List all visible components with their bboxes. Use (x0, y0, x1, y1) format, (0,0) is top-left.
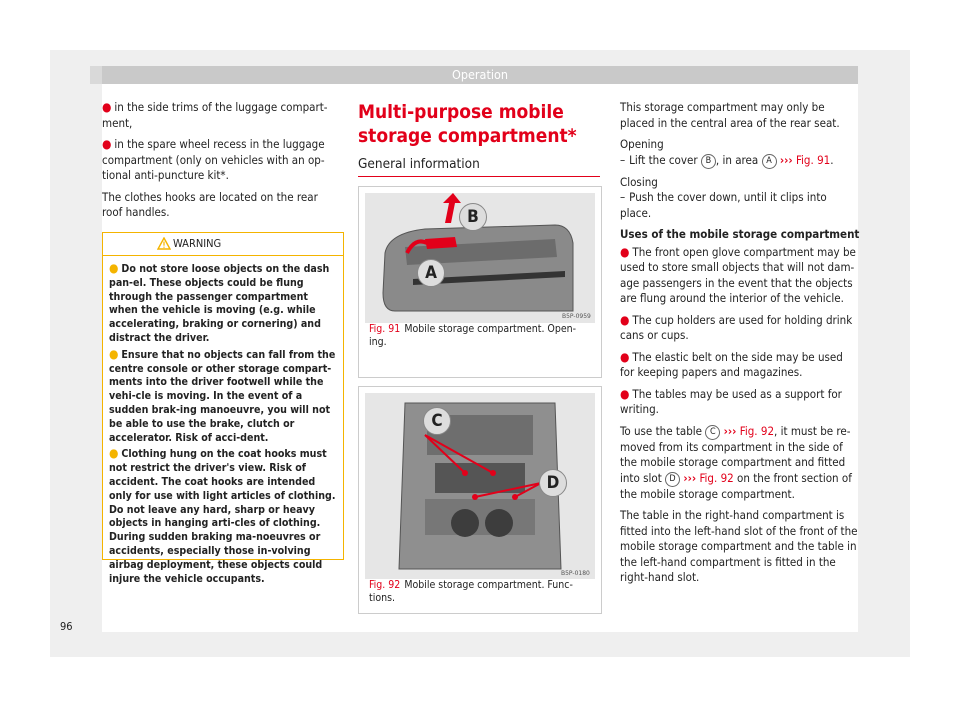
callout-a: A (762, 154, 777, 169)
callout-b: B (701, 154, 716, 169)
bullet-icon: ● (102, 137, 112, 151)
bullet-icon: ● (109, 261, 119, 275)
subsection-underline (358, 176, 600, 177)
left-column (102, 100, 332, 227)
bullet-icon: ● (109, 446, 119, 461)
warning-box (102, 232, 344, 585)
bullet-icon: ● (620, 349, 630, 364)
section-header: Operation (102, 66, 858, 84)
callout-c: C (705, 425, 720, 440)
callout-d: D (665, 472, 680, 487)
figure-91-image (365, 193, 595, 323)
figure-reference[interactable]: Fig. 92 (699, 470, 734, 485)
section-title: Multi-purpose mobile storage compartment* (358, 101, 577, 147)
list-item: ● The cup holders are used for holding drink cans or cups. (620, 312, 853, 342)
callout-a: A (417, 259, 445, 287)
figure-caption: Fig. 91 Mobile storage compartment. Open-ing. (369, 323, 577, 348)
figure-code: B5P-0959 (562, 313, 591, 320)
figure-reference[interactable]: Fig. 91 (795, 152, 831, 167)
figure-number: Fig. 92 (369, 579, 401, 591)
table-paragraph: To use the table C ››› Fig. 92, it must be re-moved from its compartment in the side of the mobile storage compartment and fitted into slot D ››› Fig. 92 on the front section of the mobile storage compartment. (620, 423, 852, 501)
list-item: ● The front open glove compartment may be used to store small objects that will not dam-age passengers in the event that the objects are flung around the interior of the vehicle. (620, 244, 856, 305)
figure-92 (358, 386, 602, 614)
warning-label: WARNING (173, 237, 222, 250)
opening-step: – Lift the cover B , in area A ››› Fig. 91. (620, 152, 834, 167)
reference-arrows: ››› (683, 470, 697, 485)
callout-c: C (423, 407, 451, 435)
bullet-icon: ● (620, 244, 630, 259)
uses-heading: Uses of the mobile storage compartment (620, 227, 860, 241)
list-item: ● The tables may be used as a support for writing. (620, 386, 842, 416)
callout-d: D (539, 469, 567, 497)
figure-caption: Fig. 92 Mobile storage compartment. Func-tions. (369, 579, 573, 604)
bullet-icon: ● (102, 100, 112, 114)
page-number: 96 (60, 620, 73, 633)
figure-code: B5P-0180 (561, 570, 590, 577)
closing-heading: Closing (620, 174, 658, 189)
hooks-paragraph: The clothes hooks are located on the rear roof handles. (102, 189, 318, 219)
reference-arrows: ››› (779, 152, 793, 167)
closing-step: – Push the cover down, until it clips into place. (620, 190, 827, 220)
list-item: ● in the spare wheel recess in the luggage compartment (only on vehicles with an op-tional anti-puncture kit*. (102, 137, 325, 182)
reference-arrows: ››› (723, 423, 737, 438)
figure-92-image (365, 393, 595, 579)
bullet-icon: ● (620, 312, 630, 327)
list-item: ● Ensure that no objects can fall from the centre console or other storage compart-ments into the driver footwell while the vehi-cle is moving. In the event of a sudden brak-ing manoeuvre, you will not be able to use the brake, clutch or accelerator. Risk of acci-dent. (109, 346, 336, 444)
list-item: ● Do not store loose objects on the dash pan-el. These objects could be flung through the passenger compartment when the vehicle is moving (e.g. while accelerating, braking or cornering) and distract the driver. (109, 261, 330, 344)
figure-number: Fig. 91 (369, 323, 401, 335)
right-column (620, 100, 860, 592)
table-slot-paragraph: The table in the right-hand compartment is fitted into the left-hand slot of the front of the mobile storage compartment and the table in the left-hand compartment is fitted in the right-hand slot. (620, 508, 858, 584)
opening-heading: Opening (620, 137, 664, 151)
warning-body (103, 256, 343, 586)
bullet-icon: ● (620, 386, 630, 401)
header-stub (90, 66, 102, 84)
bullet-icon: ● (109, 346, 119, 361)
list-item: ● in the side trims of the luggage compart- ment, (102, 100, 328, 130)
subsection-title: General information (358, 156, 480, 172)
list-item: ● The elastic belt on the side may be used for keeping papers and magazines. (620, 349, 843, 379)
warning-header (103, 233, 343, 256)
figure-reference[interactable]: Fig. 92 (739, 423, 775, 438)
warning-icon (157, 237, 171, 250)
intro-paragraph: This storage compartment may only be placed in the central area of the rear seat. (620, 100, 840, 130)
figure-91 (358, 186, 602, 378)
callout-b: B (459, 203, 487, 231)
list-item: ● Clothing hung on the coat hooks must not restrict the driver's view. Risk of accident. The coat hooks are intended only for use with light articles of clothing. Do not leave any hard, sharp or heavy objects in hanging arti-cles of clothing. During sudden braking ma-noeuvres or accidents, especially those in-volving airbag deployment, these objects could injure the vehicle occupants. (109, 446, 336, 585)
